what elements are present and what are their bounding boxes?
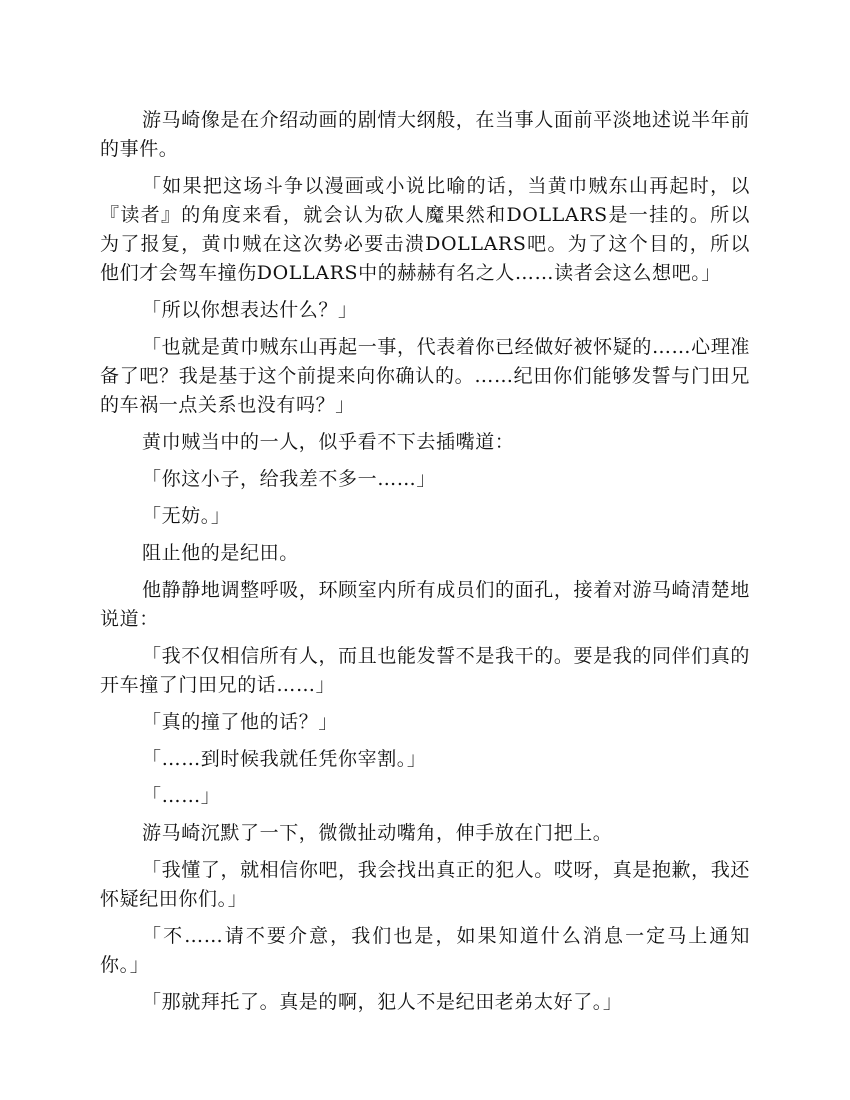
paragraph-13: 「……」 bbox=[142, 785, 221, 807]
paragraph-16: 「不……请不要介意，我们也是，如果知道什么消息一定马上通知你。」 bbox=[100, 925, 750, 976]
paragraph-3: 「所以你想表达什么？」 bbox=[142, 299, 358, 321]
paragraph-2: 「如果把这场斗争以漫画或小说比喻的话，当黄巾贼东山再起时，以『读者』的角度来看，就会认为砍人魔果然和DOLLARS是一挂的。所以为了报复，黄巾贼在这次势必要击溃DOLLARS吧。为了这个目的，所以他们才会驾车撞伤DOLLARS中的赫赫有名之人……读者会这么想吧。」 bbox=[100, 175, 750, 284]
document-page bbox=[100, 106, 750, 1025]
paragraph-5: 黄巾贼当中的一人，似乎看不下去插嘴道： bbox=[142, 431, 515, 453]
paragraph-10: 「我不仅相信所有人，而且也能发誓不是我干的。要是我的同伴们真的开车撞了门田兄的话……」 bbox=[100, 645, 750, 696]
paragraph-6: 「你这小子，给我差不多一……」 bbox=[142, 468, 437, 490]
paragraph-1: 游马崎像是在介绍动画的剧情大纲般，在当事人面前平淡地述说半年前的事件。 bbox=[100, 109, 750, 160]
paragraph-14: 游马崎沉默了一下，微微扯动嘴角，伸手放在门把上。 bbox=[142, 822, 613, 844]
paragraph-15: 「我懂了，就相信你吧，我会找出真正的犯人。哎呀，真是抱歉，我还怀疑纪田你们。」 bbox=[100, 859, 750, 910]
paragraph-17: 「那就拜托了。真是的啊，犯人不是纪田老弟太好了。」 bbox=[142, 991, 623, 1013]
paragraph-7: 「无妨。」 bbox=[142, 505, 231, 527]
paragraph-12: 「……到时候我就任凭你宰割。」 bbox=[142, 748, 427, 770]
paragraph-9: 他静静地调整呼吸，环顾室内所有成员们的面孔，接着对游马崎清楚地说道： bbox=[100, 579, 750, 630]
paragraph-8: 阻止他的是纪田。 bbox=[142, 542, 299, 564]
paragraph-11: 「真的撞了他的话？」 bbox=[142, 711, 339, 733]
paragraph-4: 「也就是黄巾贼东山再起一事，代表着你已经做好被怀疑的……心理准备了吧？我是基于这个前提来向你确认的。……纪田你们能够发誓与门田兄的车祸一点关系也没有吗？」 bbox=[100, 336, 750, 416]
